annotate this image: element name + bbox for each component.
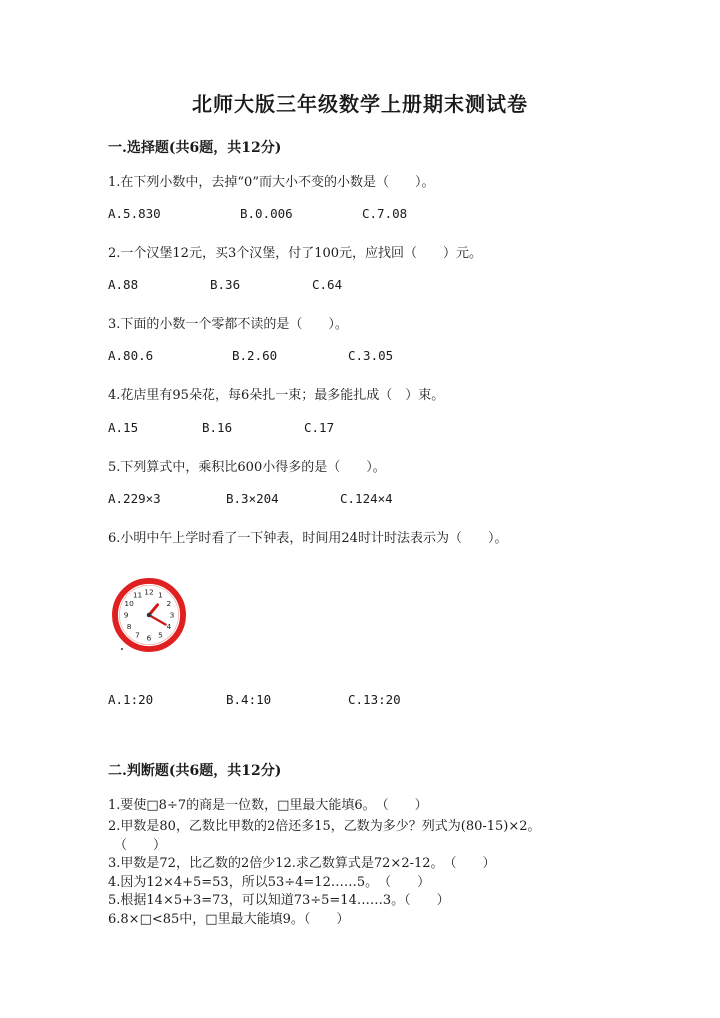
question-3: 3.下面的小数一个零都不读的是（ ）。: [108, 317, 348, 332]
clock-number: 2: [166, 599, 172, 609]
option-c[interactable]: C.17: [304, 420, 335, 435]
option-c[interactable]: C.3.05: [348, 348, 394, 363]
option-b[interactable]: B.4:10: [226, 692, 272, 707]
option-c[interactable]: C.124×4: [340, 491, 393, 506]
clock-number: 10: [124, 599, 134, 609]
option-a[interactable]: A.1:20: [108, 692, 154, 707]
question-4: 4.花店里有95朵花，每6朵扎一束；最多能扎成（ ）束。: [108, 388, 445, 403]
clock-number: 8: [126, 622, 132, 632]
question-6: 6.小明中午上学时看了一下钟表，时间用24时计时法表示为（ ）。: [108, 531, 508, 546]
stray-dot: [121, 648, 123, 650]
page-title: 北师大版三年级数学上册期末测试卷: [192, 92, 528, 116]
option-a[interactable]: A.15: [108, 420, 139, 435]
clock-number: 1: [158, 590, 163, 600]
clock-number: 4: [166, 622, 172, 632]
option-c[interactable]: C.13:20: [348, 692, 401, 707]
option-a[interactable]: A.229×3: [108, 491, 161, 506]
clock-number: 9: [123, 610, 129, 620]
section-heading-judge: 二.判断题(共6题，共12分): [108, 763, 282, 779]
option-a[interactable]: A.80.6: [108, 348, 154, 363]
clock-center-pin: [147, 613, 151, 617]
option-b[interactable]: B.3×204: [226, 491, 279, 506]
question-1: 1.在下列小数中，去掉“0”而大小不变的小数是（ ）。: [108, 175, 435, 190]
clock-number: 12: [144, 587, 154, 597]
clock-number: 11: [132, 590, 143, 600]
option-b[interactable]: B.36: [210, 277, 241, 292]
question-5: 5.下列算式中，乘积比600小得多的是（ ）。: [108, 460, 386, 475]
option-c[interactable]: C.64: [312, 277, 343, 292]
judge-item-1: 1.要使□8÷7的商是一位数，□里最大能填6。 （ ）: [108, 798, 428, 813]
clock-number: 7: [135, 630, 140, 640]
option-b[interactable]: B.16: [202, 420, 233, 435]
clock-number: 3: [169, 610, 175, 620]
option-a[interactable]: A.5.830: [108, 206, 161, 221]
option-b[interactable]: B.0.006: [240, 206, 293, 221]
option-b[interactable]: B.2.60: [232, 348, 278, 363]
clock-image: [112, 578, 186, 652]
section-heading-choice: 一.选择题(共6题，共12分): [108, 140, 282, 156]
clock-number: 5: [158, 630, 163, 640]
judge-item-5: 5.根据14×5+3=73，可以知道73÷5=14……3。（ ）: [108, 893, 450, 908]
judge-item-6: 6.8×□<85中，□里最大能填9。（ ）: [108, 912, 350, 927]
judge-item-2-bracket: （ ）: [114, 838, 167, 853]
question-2: 2.一个汉堡12元，买3个汉堡，付了100元，应找回（ ）元。: [108, 246, 483, 261]
judge-item-2: 2.甲数是80，乙数比甲数的2倍还多15，乙数为多少？列式为(80-15)×2。: [108, 819, 541, 834]
clock-number: 6: [146, 633, 152, 643]
option-a[interactable]: A.88: [108, 277, 139, 292]
judge-item-4: 4.因为12×4+5=53，所以53÷4=12……5。 （ ）: [108, 875, 431, 890]
option-c[interactable]: C.7.08: [362, 206, 408, 221]
judge-item-3: 3.甲数是72，比乙数的2倍少12.求乙数算式是72×2-12。 （ ）: [108, 856, 496, 871]
